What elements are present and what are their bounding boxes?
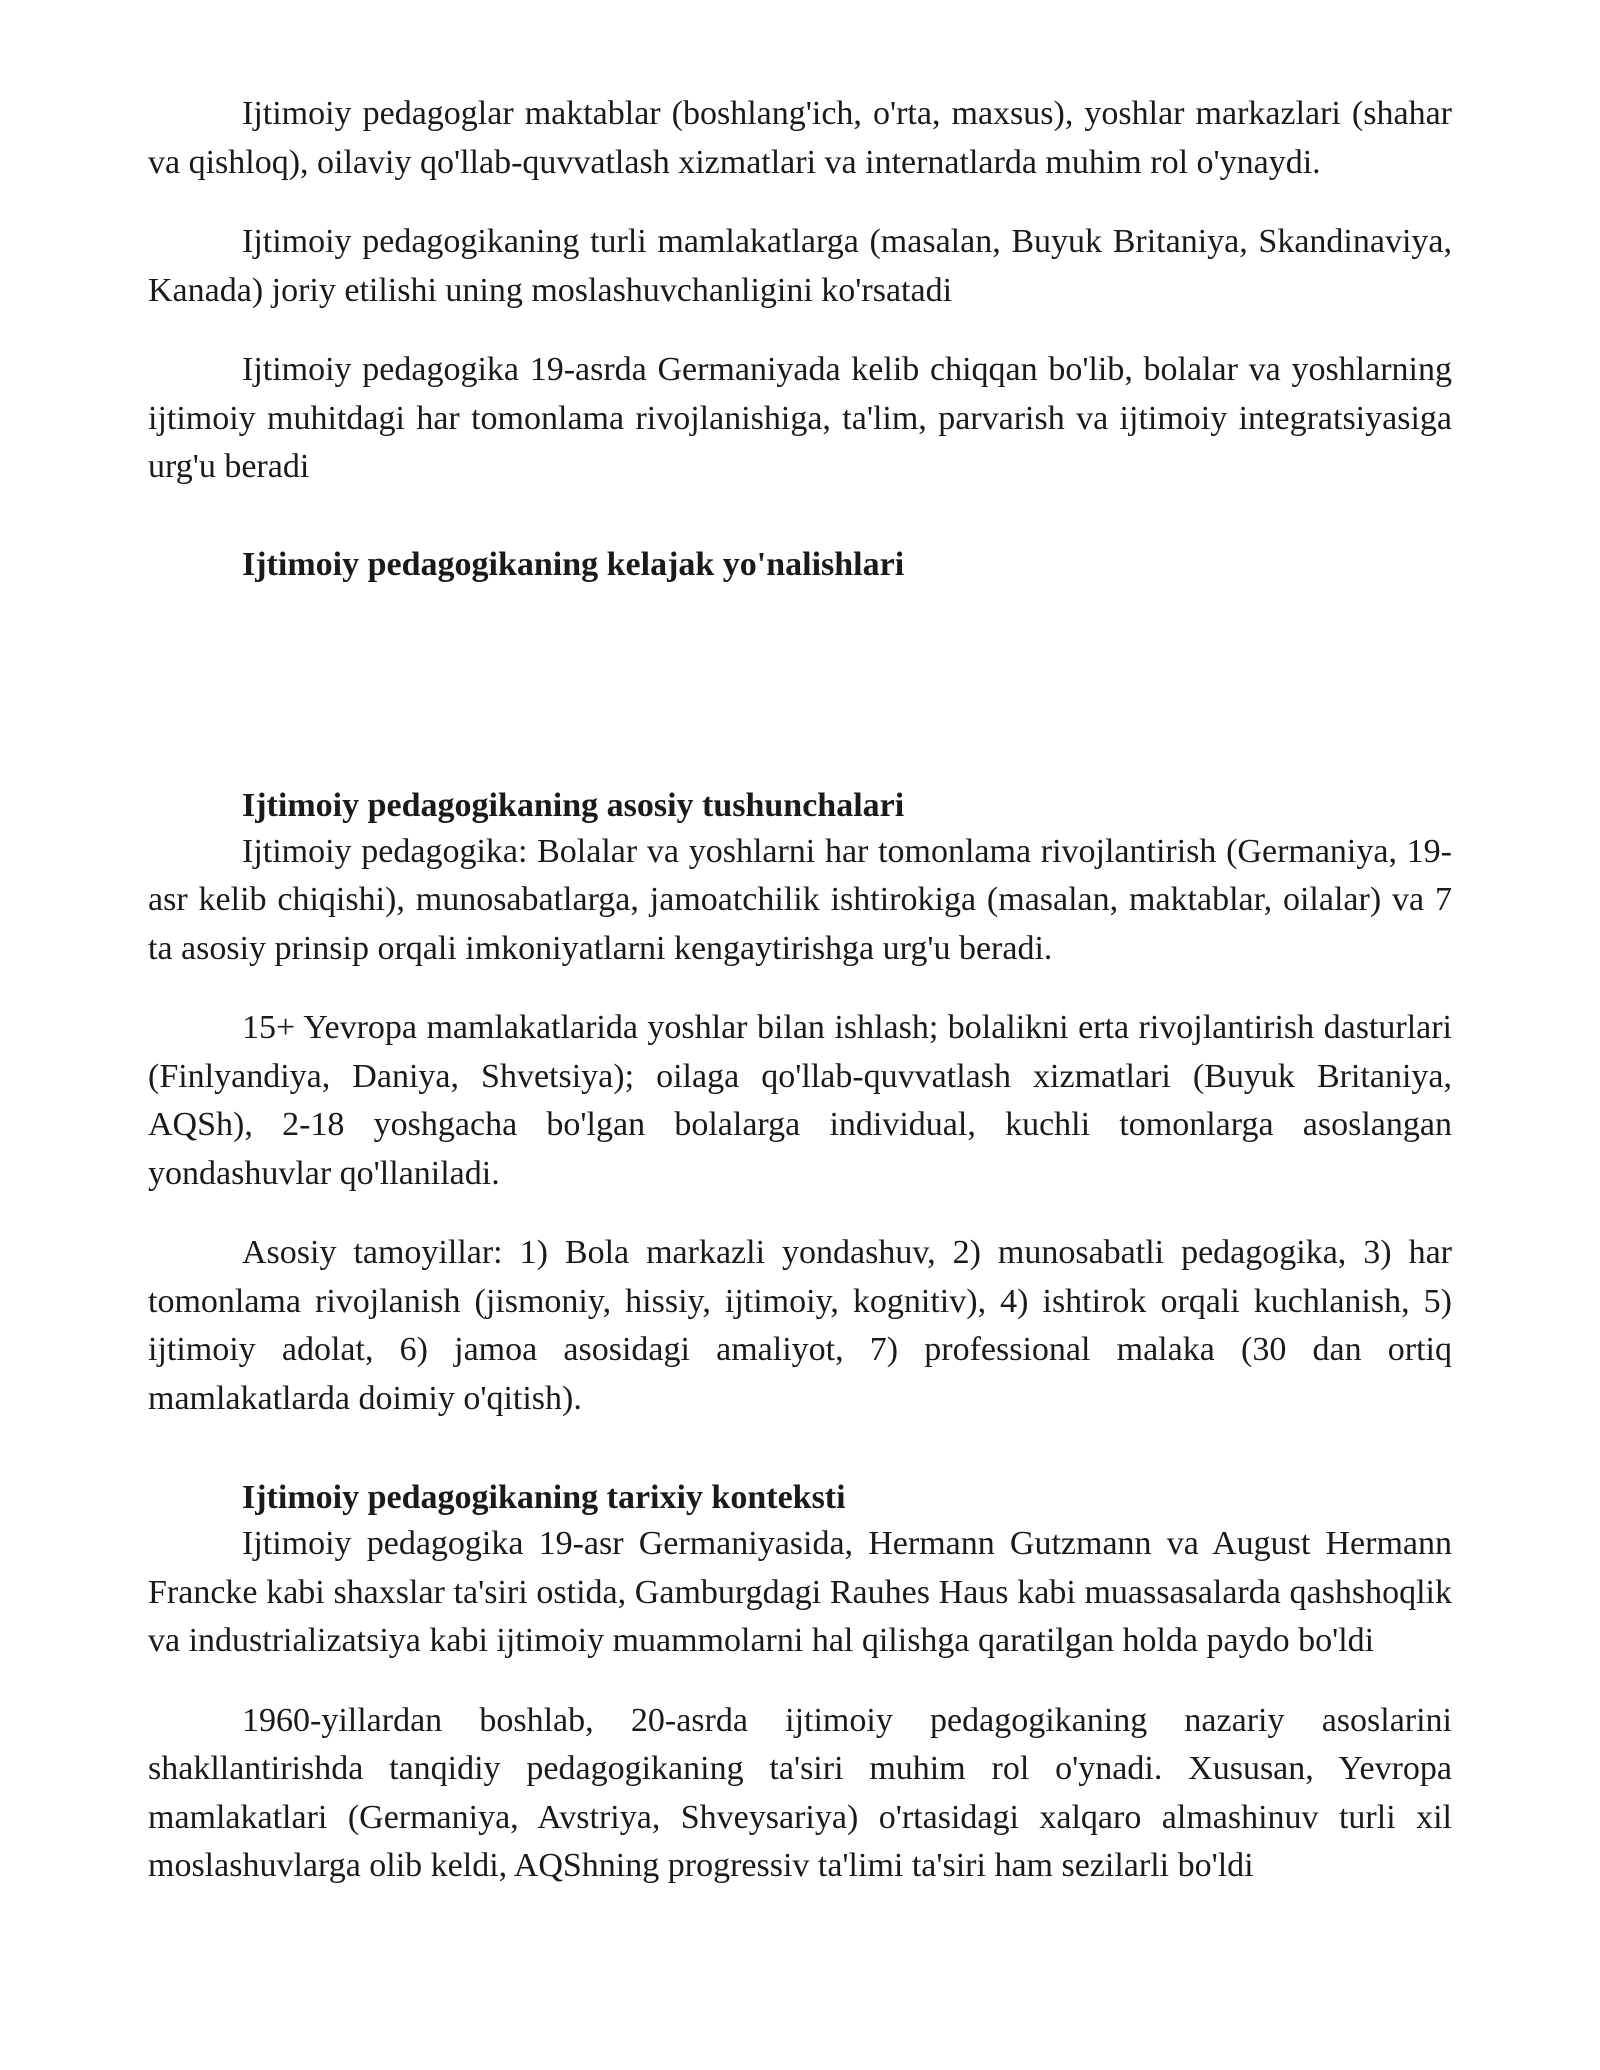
blank-area bbox=[148, 587, 1452, 784]
paragraph-20th-century-development: 1960-yillardan boshlab, 20-asrda ijtimoiy pedagogikaning nazariy asoslarini shakllantirishda tanqidiy pedagogikaning ta'siri muhim rol o'ynadi. Xususan, Yevropa mamlakatlari (Germaniya, Avstriya, Shveysariya) o'rtasidagi xalqaro almashinuv turli xil moslashuvlarga olib keldi, AQShning progressiv ta'limi ta'siri ham sezilarli bo'ldi bbox=[148, 1701, 1452, 1884]
document-page bbox=[148, 90, 1452, 1922]
heading-future-directions: Ijtimoiy pedagogikaning kelajak yo'nalishlari bbox=[242, 545, 905, 583]
heading-key-concepts: Ijtimoiy pedagogikaning asosiy tushunchalari bbox=[242, 786, 905, 824]
paragraph-european-practice: 15+ Yevropa mamlakatlarida yoshlar bilan ishlash; bolalikni erta rivojlantirish dasturlari (Finlyandiya, Daniya, Shvetsiya); oilaga qo'llab-quvvatlash xizmatlari (Buyuk Britaniya, AQSh), 2-18 yoshgacha bo'lgan bolalarga individual, kuchli tomonlarga asoslangan yondashuvlar qo'llaniladi. bbox=[148, 1009, 1452, 1192]
paragraph-social-pedagogy-definition: Ijtimoiy pedagogika: Bolalar va yoshlarni har tomonlama rivojlantirish (Germaniya, 19-asr kelib chiqishi), munosabatlarga, jamoatchilik ishtirokiga (masalan, maktablar, oilalar) va 7 ta asosiy prinsip orqali imkoniyatlarni kengaytirishga urg'u beradi. bbox=[148, 832, 1452, 967]
paragraph-social-pedagogues-roles: Ijtimoiy pedagoglar maktablar (boshlang'ich, o'rta, maxsus), yoshlar markazlari (shahar va qishloq), oilaviy qo'llab-quvvatlash xizmatlari va internatlarda muhim rol o'ynaydi. bbox=[148, 95, 1452, 181]
spacer bbox=[148, 523, 1452, 543]
spacer bbox=[148, 1454, 1452, 1476]
heading-historical-context: Ijtimoiy pedagogikaning tarixiy konteksti bbox=[242, 1479, 846, 1516]
paragraph-origin-germany: Ijtimoiy pedagogika 19-asrda Germaniyada kelib chiqqan bo'lib, bolalar va yoshlarning ijtimoiy muhitdagi har tomonlama rivojlanishiga, ta'lim, parvarish va ijtimoiy integratsiyasiga urg'u beradi bbox=[148, 351, 1452, 485]
paragraph-19th-century-history: Ijtimoiy pedagogika 19-asr Germaniyasida, Hermann Gutzmann va August Hermann Francke kabi shaxslar ta'siri ostida, Gamburgdagi Rauhes Haus kabi muassasalarda qashshoqlik va industrializatsiya kabi ijtimoiy muammolarni hal qilishga qaratilgan holda paydo bo'ldi bbox=[148, 1525, 1452, 1659]
paragraph-core-principles: Asosiy tamoyillar: 1) Bola markazli yondashuv, 2) munosabatli pedagogika, 3) har tomonlama rivojlanish (jismoniy, hissiy, ijtimoiy, kognitiv), 4) ishtirok orqali kuchlanish, 5) ijtimoiy adolat, 6) jamoa asosidagi amaliyot, 7) professional malaka (30 dan ortiq mamlakatlarda doimiy o'qitish). bbox=[148, 1234, 1452, 1417]
paragraph-international-adoption: Ijtimoiy pedagogikaning turli mamlakatlarga (masalan, Buyuk Britaniya, Skandinaviya, Kanada) joriy etilishi uning moslashuvchanligini ko'rsatadi bbox=[148, 223, 1452, 309]
